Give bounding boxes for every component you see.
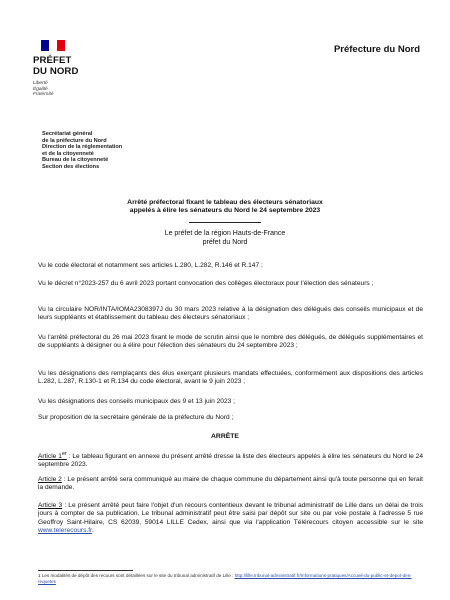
visa-paragraph: Vu le décret n°2023-257 du 6 avril 2023 portant convocation des collèges électoraux pour l'élection des sénateurs ;: [38, 280, 374, 287]
document-title: [60, 199, 390, 216]
prefet-block: [80, 230, 370, 247]
article-text: : Le présent arrêté peut faire l'objet d'un recours contentieux devant le tribunal administratif de Lille dans un délai de trois jours à compter de sa publication. Le tribunal administratif peut être saisi par dépôt sur site ou par voie postale à l'adresse 5 rue Geoffroy Saint-Hilaire, CS 62039, 59014 LILLE Cedex, ainsi que via l'application Télérecours citoyen accessible sur le site: [38, 502, 423, 526]
arrete-heading: ARRÊTE: [211, 433, 239, 440]
flag-white: [49, 40, 57, 51]
article-label: Article 3: [38, 502, 63, 509]
marianne-logo: [33, 40, 103, 98]
secretariat-line: Section des élections: [42, 163, 100, 170]
title-line-1: Arrêté préfectoral fixant le tableau des électeurs sénatoriaux: [127, 199, 323, 206]
article-text: : Le tableau figurant en annexe du présent arrêté dresse la liste des électeurs appelés à élire les sénateurs du Nord le 24 septembre 2023.: [38, 453, 423, 469]
prefet-line-2: préfet du Nord: [202, 238, 248, 246]
article-label: [38, 453, 67, 460]
tricolor-flag-icon: [41, 40, 65, 51]
tribunal-link[interactable]: http://lille.tribunal-administratif.fr/Informations-pratiques/Accueil-du-public-et-depot-des-requetes: [38, 573, 412, 584]
title-line-2: appelés à élire les sénateurs du Nord le 24 septembre 2023: [129, 207, 321, 215]
visa-paragraph: Vu la circulaire NOR/INTA/IOMA2308397J du 30 mars 2023 relative à la désignation des délégués des conseils municipaux et de leurs suppléants et établissement du tableau des électeurs sénatoriaux ;: [38, 306, 423, 322]
secretariat-line: Secrétariat général: [42, 131, 93, 137]
telerecours-link[interactable]: www.telerecours.fr: [38, 526, 92, 534]
logo-title: [33, 56, 103, 77]
motto-3: Fraternité: [33, 92, 54, 98]
article-tail: .: [91, 526, 94, 534]
secretariat-line: et de la citoyenneté: [42, 150, 94, 157]
article-text: : Le présent arrêté sera communiqué au maire de chaque commune du département ainsi qu'à toute personne qui en ferait la demande.: [38, 476, 423, 492]
title-divider: [189, 222, 261, 223]
prefecture-name: Préfecture du Nord: [333, 44, 420, 55]
article-label-sup: er: [61, 451, 67, 457]
secretariat-block: [42, 131, 122, 171]
article-label-text: Article 1: [38, 453, 62, 461]
visa-paragraph: Vu le code électoral et notamment ses articles L.280, L.282, R.146 et R.147 ;: [38, 262, 263, 269]
logo-line-2: DU NORD: [33, 65, 79, 77]
visa-paragraph: Sur proposition de la secrétaire générale de la préfecture du Nord ;: [38, 414, 234, 421]
article-1: [38, 450, 423, 470]
article-label: Article 2: [38, 476, 62, 483]
motto-2: Égalité: [33, 86, 48, 92]
flag-red: [57, 40, 65, 51]
visa-paragraph: Vu les désignations des remplaçants des élus exerçant plusieurs mandats effectuées, conformément aux dispositions des articles L.282, L.287, R.130-1 et R.134 du code électoral, avant le 9 juin 2023 ;: [38, 370, 423, 386]
footnote-text: 1 Les modalités de dépôt des recours sont détaillées sur le site du tribunal administratif de Lille :: [38, 573, 235, 578]
secretariat-line: Bureau de la citoyenneté: [42, 157, 109, 164]
visa-paragraph: Vu les désignations des conseils municipaux des 9 et 13 juin 2023 ;: [38, 398, 235, 405]
secretariat-line: Direction de la réglementation: [42, 144, 123, 151]
flag-blue: [41, 40, 49, 51]
footnote: [38, 573, 423, 585]
secretariat-line: de la préfecture du Nord: [42, 137, 107, 144]
article-3: [38, 502, 423, 535]
logo-line-1: PRÉFET: [33, 55, 72, 66]
motto-1: Liberté: [33, 81, 48, 86]
prefet-line-1: Le préfet de la région Hauts-de-France: [164, 230, 286, 237]
motto: [33, 81, 103, 98]
visa-paragraph: Vu l'arrêté préfectoral du 26 mai 2023 fixant le mode de scrutin ainsi que le nombre des délégués, de délégués supplémentaires et de suppléants à désigner ou à élire pour l'élection des sénateurs du 24 septembre 2023 ;: [38, 334, 423, 350]
article-2: [38, 476, 423, 493]
footnote-divider: [38, 570, 133, 571]
